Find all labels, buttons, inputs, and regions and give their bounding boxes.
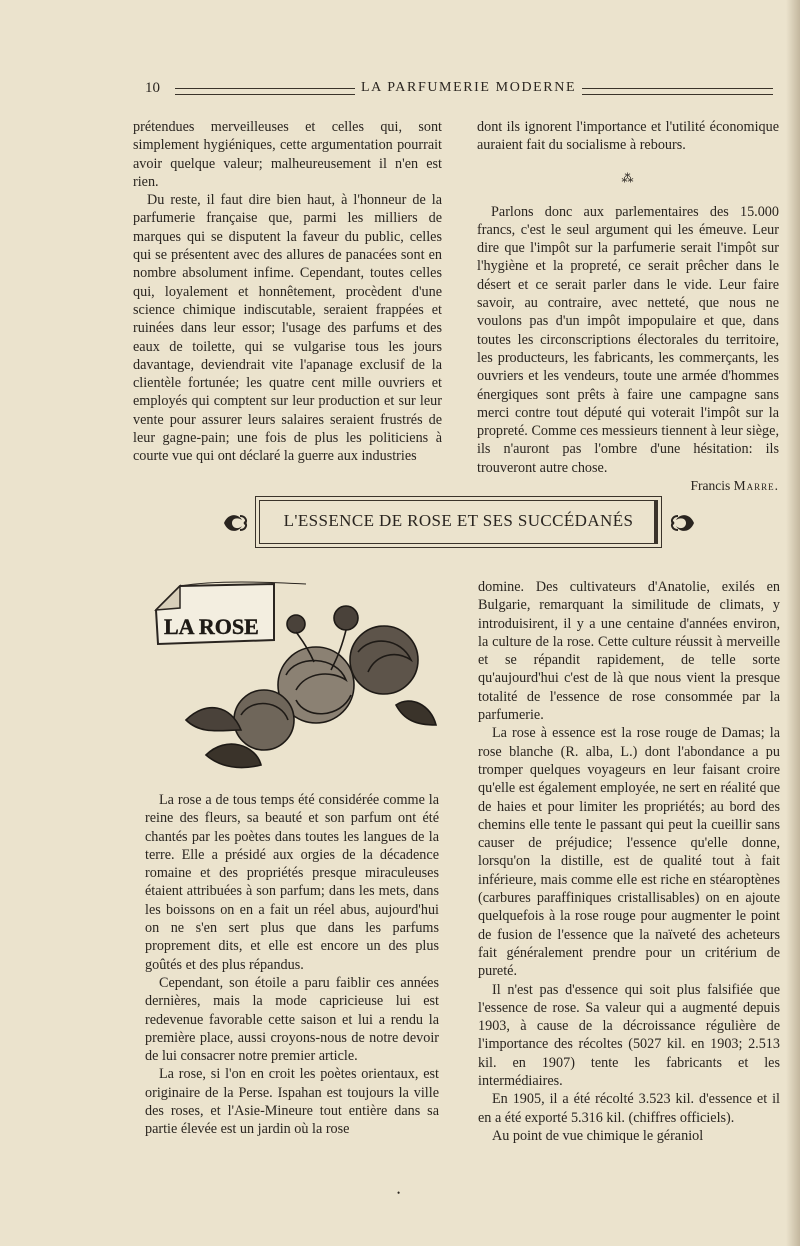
signature-first-name: Francis xyxy=(690,478,731,494)
paragraph: domine. Des cultivateurs d'Anatolie, exilés en Bulgarie, remarquant la similitude de climats, y introduisirent, il y a une centaine d'années environ, la culture de la rose. Cette culture réussit à merveille et se répandit rapidement, de telle sorte qu'aujourd'hui c'est de là que nous vient la presque totalité de l'essence de rose consommée par la parfumerie. xyxy=(478,579,780,724)
paragraph: La rose a de tous temps été considérée comme la reine des fleurs, sa beauté et son parfum ont été chantés par les poètes dans toutes les langues de la terre. Elle a présidé aux orgies de la décadence romaine et des propriétés presque miraculeuses étaient attribuées à son parfum; dans les mets, dans les boissons on en a fait un réel abus, aujourd'hui on ne s'en sert plus que dans les parfums proprement dits, et elle est encore un des plus goûtés et des plus répandus. xyxy=(145,792,439,973)
article-column-right xyxy=(478,578,780,1145)
signature-last-name: Marre. xyxy=(733,478,779,494)
column-2 xyxy=(477,118,779,495)
paragraph: La rose à essence est la rose rouge de Damas; la rose blanche (R. alba, L.) dont l'abondance a pu tromper quelques voyageurs en leur faisant croire qu'elle est également employée, ne sert en réalité que de haies et pour limiter les propriétés; au bord des chemins elle tente le passant qui peut la cueillir sans causer de préjudice; l'essence qu'elle donne, lorsqu'on la distille, est de qualité tout à fait inférieure, mais comme elle est riche en stéaroptènes (carbures paraffiniques cristallisables) on en ajoute quelquefois à la rose rouge pour augmenter le point de fusion de l'essence que la naïveté des acheteurs fait généralement prendre pour un critérium de pureté. xyxy=(478,725,780,980)
section-separator: ⁂ xyxy=(621,170,635,185)
article-column-left xyxy=(145,791,439,1139)
column-1 xyxy=(133,118,442,466)
paragraph: Du reste, il faut dire bien haut, à l'honneur de la parfumerie française que, parmi les milliers de marques qui se disputent la faveur du public, celles qui se présentent avec des allures de panacées sont en nombre absolument infime. Cependant, toutes celles qui, loyalement et honnêtement, procèdent d'une science chimique indiscutable, seraient frappées et ruinées dans leur essor; l'usage des parfums et des eaux de toilette, qui se vulgarise tous les jours davantage, deviendrait vite l'apanage exclusif de la clientèle fortunée; les quatre cent mille ouvriers et employés qui comptent sur leur production et sur leur vente pour assurer leurs salaires seraient frustrés de leur gagne-pain; une fois de plus les politiciens à courte vue qui ont déclaré la guerre aux industries xyxy=(133,192,442,465)
fleuron-right-icon xyxy=(668,508,698,538)
illustration-label: LA ROSE xyxy=(164,614,259,639)
paragraph: Il n'est pas d'essence qui soit plus falsifiée que l'essence de rose. Sa valeur qui a augmenté depuis 1903, à cause de la décroissance régulière de l'importance des récoltes (5027 kil. en 1903; 2.513 kil. en 1907) tente les fabricants et les intermédiaires. xyxy=(478,981,780,1090)
article-title-box xyxy=(255,496,662,548)
paragraph: prétendues merveilleuses et celles qui, sont simplement hygiéniques, cette argumentation pourrait avoir quelque valeur; malheureusement il n'en est rien. xyxy=(133,119,442,190)
page-edge-shadow xyxy=(786,0,800,1246)
paragraph: dont ils ignorent l'importance et l'utilité économique auraient fait du socialisme à rebours. xyxy=(477,119,779,154)
rose-illustration xyxy=(146,580,448,778)
running-title: LA PARFUMERIE MODERNE xyxy=(355,80,582,96)
fleuron-left-icon xyxy=(220,508,250,538)
running-header xyxy=(145,80,775,100)
footer-mark: • xyxy=(397,1188,401,1198)
author-signature xyxy=(477,477,779,495)
paragraph: Au point de vue chimique le géraniol xyxy=(492,1127,704,1144)
page-number: 10 xyxy=(145,80,160,96)
paragraph: Cependant, son étoile a paru faiblir ces années dernières, mais la mode capricieuse lui est redevenue favorable cette saison et lui a rendu la première place, aussi croyons-nous de notre devoir de lui consacrer notre premier article. xyxy=(145,974,439,1065)
article-title: L'ESSENCE DE ROSE ET SES SUCCÉDANÉS xyxy=(283,511,634,530)
paragraph: En 1905, il a été récolté 3.523 kil. d'essence et il en a été exporté 5.316 kil. (chiffres officiels). xyxy=(478,1091,780,1126)
paragraph: La rose, si l'on en croit les poètes orientaux, est originaire de la Perse. Ispahan est toujours la ville des roses, et l'Asie-Mineure tout entière dans sa partie élevée est un jardin où la rose xyxy=(145,1066,439,1138)
header-rule-right xyxy=(565,88,773,95)
paragraph: Parlons donc aux parlementaires des 15.000 francs, c'est le seul argument qui les émeuve. Leur dire que l'impôt sur la parfumerie serait l'impôt sur l'hygiène et la propreté, ce serait prêcher dans le désert et ce serait parler dans le vide. Leur faire savoir, au contraire, avec netteté, que nous ne voulons pas d'un impôt impopulaire et que, dans toutes les circonscriptions électorales du territoire, les producteurs, les fabricants, les commerçants, les ouvriers et les vendeurs, toute une armée d'hommes énergiques sont prêts à faire une campagne sans merci contre tout député qui voterait l'impôt sur la propreté. Comme ces messieurs tiennent à leur siège, ils n'auront pas l'ombre d'une hésitation: ils trouveront autre chose. xyxy=(477,203,779,476)
